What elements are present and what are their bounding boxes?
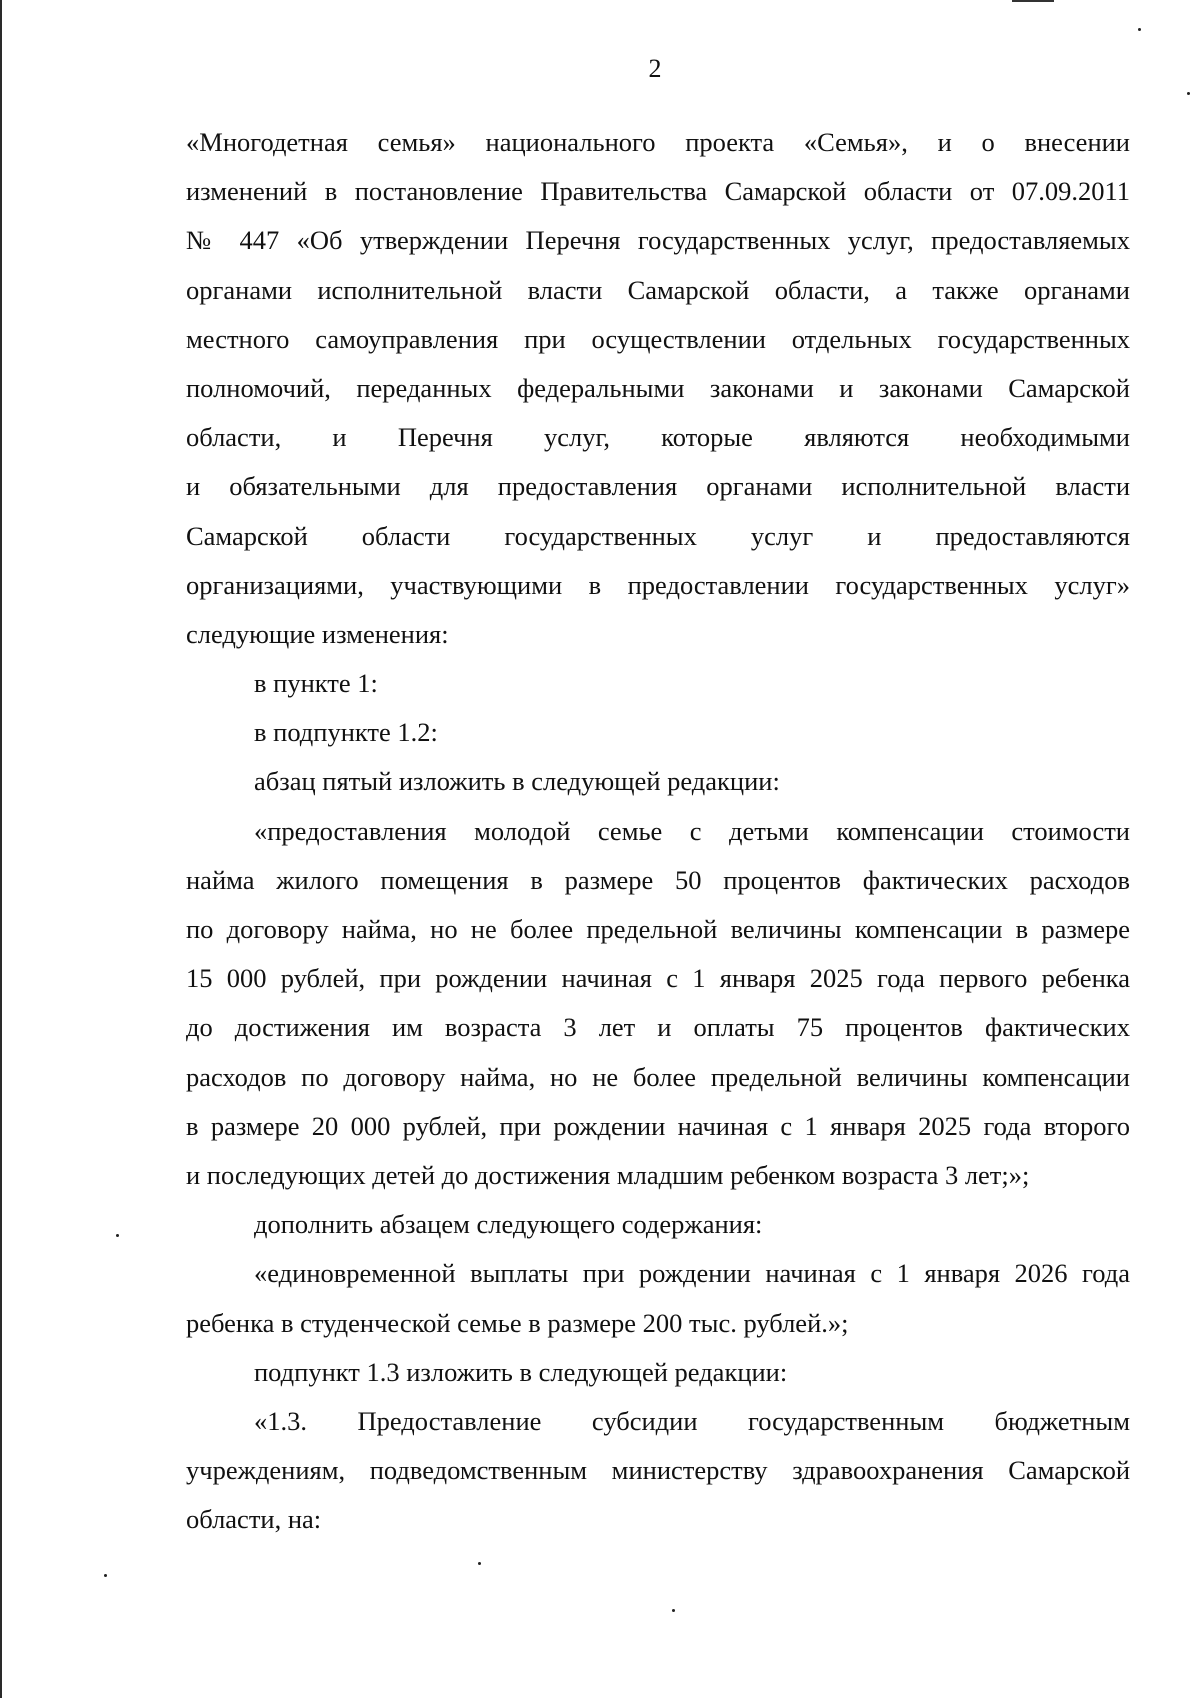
text-line: расходов по договору найма, но не более предельной величины компенсации bbox=[186, 1061, 1130, 1092]
scan-left-edge bbox=[0, 0, 2, 1698]
page-number: 2 bbox=[648, 54, 662, 83]
text-line: абзац пятый изложить в следующей редакции: bbox=[254, 766, 780, 797]
text-line: в подпункте 1.2: bbox=[254, 717, 438, 748]
scan-speck bbox=[478, 1562, 481, 1565]
text-line: найма жилого помещения в размере 50 процентов фактических расходов bbox=[186, 864, 1130, 895]
text-line: и обязательными для предоставления органами исполнительной власти bbox=[186, 471, 1130, 502]
text-line: области, и Перечня услуг, которые являются необходимыми bbox=[186, 422, 1130, 453]
text-line: области, на: bbox=[186, 1504, 322, 1535]
text-line: № 447 «Об утверждении Перечня государственных услуг, предоставляемых bbox=[186, 225, 1130, 256]
text-line: ребенка в студенческой семье в размере 200 тыс. рублей.»; bbox=[186, 1307, 849, 1338]
text-line: и последующих детей до достижения младшим ребенком возраста 3 лет;»; bbox=[186, 1159, 1030, 1190]
scan-top-mark bbox=[1012, 0, 1054, 2]
text-line: полномочий, переданных федеральными законами и законами Самарской bbox=[186, 372, 1130, 403]
text-line: местного самоуправления при осуществлении отдельных государственных bbox=[186, 323, 1130, 354]
text-line: по договору найма, но не более предельной величины компенсации в размере bbox=[186, 914, 1130, 944]
text-line: до достижения им возраста 3 лет и оплаты 75 процентов фактических bbox=[186, 1012, 1130, 1043]
text-line: в пункте 1: bbox=[254, 668, 378, 699]
text-line: изменений в постановление Правительства Самарской области от 07.09.2011 bbox=[186, 176, 1130, 207]
scan-speck bbox=[1138, 28, 1141, 31]
text-line: органами исполнительной власти Самарской области, а также органами bbox=[186, 274, 1130, 305]
text-line: в размере 20 000 рублей, при рождении начиная с 1 января 2025 года второго bbox=[186, 1110, 1130, 1141]
scan-speck bbox=[1187, 92, 1190, 95]
text-line: следующие изменения: bbox=[186, 618, 449, 649]
scan-speck bbox=[104, 1574, 107, 1577]
text-line: 15 000 рублей, при рождении начиная с 1 января 2025 года первого ребенка bbox=[186, 963, 1130, 994]
text-line: «предоставления молодой семье с детьми компенсации стоимости bbox=[254, 815, 1130, 846]
text-line: дополнить абзацем следующего содержания: bbox=[254, 1209, 763, 1240]
scan-speck bbox=[116, 1234, 119, 1237]
text-line: «1.3. Предоставление субсидии государственным бюджетным bbox=[254, 1405, 1130, 1436]
scan-speck bbox=[672, 1609, 675, 1612]
text-line: организациями, участвующими в предоставлении государственных услуг» bbox=[186, 569, 1130, 600]
text-line: «Многодетная семья» национального проекта «Семья», и о внесении bbox=[186, 127, 1130, 157]
text-line: учреждениям, подведомственным министерству здравоохранения Самарской bbox=[186, 1455, 1130, 1486]
document-body bbox=[186, 118, 1130, 1544]
text-line: «единовременной выплаты при рождении начиная с 1 января 2026 года bbox=[254, 1258, 1130, 1289]
text-line: подпункт 1.3 изложить в следующей редакции: bbox=[254, 1356, 788, 1387]
text-line: Самарской области государственных услуг и предоставляются bbox=[186, 520, 1130, 551]
